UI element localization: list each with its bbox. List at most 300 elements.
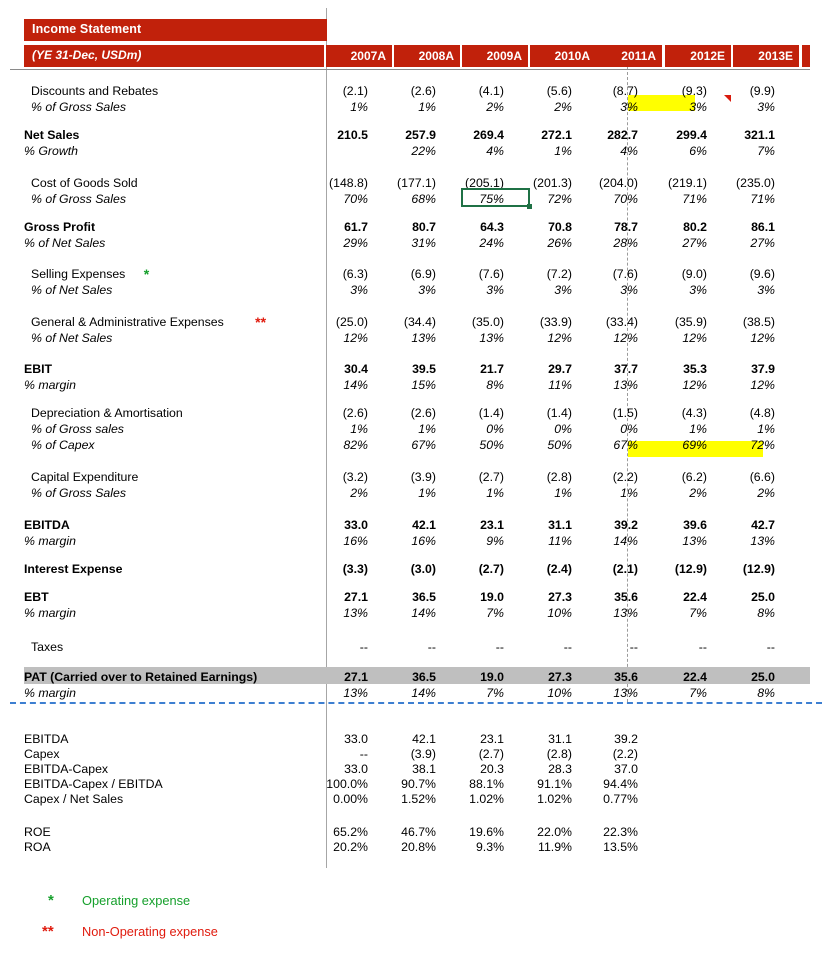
data-cell[interactable]: 7%: [689, 686, 707, 700]
ratio-cell[interactable]: 23.1: [480, 732, 504, 746]
data-cell[interactable]: 7%: [689, 606, 707, 620]
table-row: [0, 533, 833, 549]
data-cell[interactable]: (2.2): [612, 470, 638, 484]
data-cell[interactable]: 1%: [418, 422, 436, 436]
data-cell[interactable]: 80.2: [683, 220, 707, 234]
ratio-cell[interactable]: 20.3: [480, 762, 504, 776]
data-cell[interactable]: 10%: [547, 686, 572, 700]
data-cell[interactable]: (6.3): [342, 267, 368, 281]
ratio-cell[interactable]: 39.2: [614, 732, 638, 746]
data-cell[interactable]: 11%: [548, 378, 572, 392]
data-cell[interactable]: 13%: [613, 606, 638, 620]
data-cell[interactable]: 13%: [613, 686, 638, 700]
data-cell[interactable]: 2%: [757, 486, 775, 500]
table-row: [0, 669, 833, 685]
data-cell[interactable]: (35.9): [674, 315, 707, 329]
table-row: [0, 469, 833, 485]
data-cell[interactable]: 14%: [411, 686, 436, 700]
data-cell[interactable]: 68%: [411, 192, 436, 206]
row-label: % margin: [24, 534, 76, 548]
data-cell[interactable]: 13%: [411, 331, 436, 345]
table-row: [0, 143, 833, 159]
data-cell[interactable]: 1%: [554, 486, 572, 500]
table-row: [0, 282, 833, 298]
data-cell[interactable]: (7.6): [478, 267, 504, 281]
data-cell[interactable]: 1%: [554, 144, 572, 158]
data-cell[interactable]: (177.1): [397, 176, 436, 190]
table-row: [0, 83, 833, 99]
data-cell[interactable]: --: [766, 640, 775, 654]
table-row: [0, 219, 833, 235]
data-cell[interactable]: (12.9): [674, 562, 707, 576]
data-cell[interactable]: 50%: [547, 438, 572, 452]
data-cell[interactable]: (2.4): [546, 562, 572, 576]
data-cell[interactable]: 27.1: [344, 670, 368, 684]
data-cell[interactable]: (25.0): [335, 315, 368, 329]
data-cell[interactable]: (5.6): [546, 84, 572, 98]
data-cell[interactable]: 299.4: [676, 128, 707, 142]
ratio-cell[interactable]: 38.1: [412, 762, 436, 776]
return-cell[interactable]: 13.5%: [603, 840, 638, 854]
data-cell[interactable]: 78.7: [614, 220, 638, 234]
data-cell[interactable]: (2.6): [410, 84, 436, 98]
data-cell[interactable]: 3%: [486, 283, 504, 297]
column-header-2009A[interactable]: 2009A: [462, 45, 528, 67]
data-cell[interactable]: (1.5): [612, 406, 638, 420]
data-cell[interactable]: 33.0: [344, 518, 368, 532]
ratio-label: EBITDA: [24, 732, 69, 746]
data-cell[interactable]: 27.3: [548, 590, 572, 604]
ratio-cell[interactable]: (3.9): [410, 747, 436, 761]
row-label: Discounts and Rebates: [31, 84, 159, 98]
column-header-2008A[interactable]: 2008A: [394, 45, 460, 67]
data-cell[interactable]: 13%: [343, 606, 368, 620]
ratio-cell[interactable]: 0.00%: [333, 792, 368, 806]
data-cell[interactable]: 1%: [757, 422, 775, 436]
ratio-row: [0, 731, 833, 747]
data-cell[interactable]: 67%: [613, 438, 638, 452]
data-cell[interactable]: 3%: [620, 100, 638, 114]
data-cell[interactable]: 35.6: [614, 670, 638, 684]
return-cell[interactable]: 9.3%: [475, 840, 504, 854]
data-cell[interactable]: 0%: [620, 422, 638, 436]
data-cell[interactable]: 27%: [750, 236, 775, 250]
ratio-cell[interactable]: --: [359, 747, 368, 761]
data-cell[interactable]: 19.0: [480, 670, 504, 684]
row-label: PAT (Carried over to Retained Earnings): [24, 670, 258, 684]
ratio-cell[interactable]: (2.7): [478, 747, 504, 761]
data-cell[interactable]: 16%: [411, 534, 436, 548]
data-cell[interactable]: 42.7: [751, 518, 775, 532]
data-cell[interactable]: 12%: [613, 331, 638, 345]
data-cell[interactable]: 1%: [620, 486, 638, 500]
data-cell[interactable]: (7.2): [546, 267, 572, 281]
ratio-label: Capex: [24, 747, 60, 761]
ratio-cell[interactable]: 33.0: [344, 732, 368, 746]
data-cell[interactable]: 72%: [547, 192, 572, 206]
table-row: [0, 377, 833, 393]
row-label: Cost of Goods Sold: [31, 176, 138, 190]
data-cell[interactable]: (34.4): [403, 315, 436, 329]
data-cell[interactable]: --: [495, 640, 504, 654]
ratio-row: [0, 776, 833, 792]
data-cell[interactable]: 22.4: [683, 670, 707, 684]
data-cell[interactable]: 2%: [554, 100, 572, 114]
data-cell[interactable]: (3.9): [410, 470, 436, 484]
legend-star-icon-non-operating: **: [42, 923, 54, 940]
row-label: General & Administrative Expenses: [31, 315, 224, 329]
data-cell[interactable]: --: [427, 640, 436, 654]
data-cell[interactable]: 71%: [682, 192, 707, 206]
row-label: EBT: [24, 590, 49, 604]
data-cell[interactable]: (2.1): [612, 562, 638, 576]
data-cell[interactable]: (2.1): [342, 84, 368, 98]
return-cell[interactable]: 11.9%: [538, 840, 572, 854]
data-cell[interactable]: (12.9): [742, 562, 775, 576]
data-cell[interactable]: 13%: [682, 534, 707, 548]
return-cell[interactable]: 20.8%: [401, 840, 436, 854]
ratio-cell[interactable]: 100.0%: [326, 777, 368, 791]
data-cell[interactable]: 3%: [350, 283, 368, 297]
return-cell[interactable]: 20.2%: [333, 840, 368, 854]
data-cell[interactable]: (6.2): [681, 470, 707, 484]
data-cell[interactable]: --: [698, 640, 707, 654]
row-label: Selling Expenses: [31, 267, 126, 281]
row-label: Capital Expenditure: [31, 470, 139, 484]
data-cell[interactable]: 3%: [554, 283, 572, 297]
data-cell[interactable]: (204.0): [599, 176, 638, 190]
table-row: [0, 605, 833, 621]
header-unit-cell: [24, 45, 324, 67]
data-cell[interactable]: 13%: [343, 686, 368, 700]
ratio-cell[interactable]: (2.2): [612, 747, 638, 761]
data-cell[interactable]: 282.7: [607, 128, 638, 142]
data-cell[interactable]: 12%: [750, 331, 775, 345]
data-cell[interactable]: 27.1: [344, 590, 368, 604]
data-cell[interactable]: 82%: [343, 438, 368, 452]
data-cell[interactable]: 72%: [750, 438, 775, 452]
data-cell[interactable]: 0%: [554, 422, 572, 436]
ratio-cell[interactable]: 88.1%: [469, 777, 504, 791]
data-cell[interactable]: 22.4: [683, 590, 707, 604]
data-cell[interactable]: 9%: [486, 534, 504, 548]
data-cell[interactable]: (33.4): [605, 315, 638, 329]
data-cell[interactable]: 4%: [620, 144, 638, 158]
table-row: [0, 639, 833, 655]
ratio-row: [0, 761, 833, 777]
data-cell[interactable]: 70%: [613, 192, 638, 206]
data-cell[interactable]: (2.7): [478, 470, 504, 484]
data-cell[interactable]: 13%: [479, 331, 504, 345]
legend-star-icon-operating: *: [48, 892, 54, 909]
data-cell[interactable]: (3.3): [342, 562, 368, 576]
data-cell[interactable]: (148.8): [329, 176, 368, 190]
data-cell[interactable]: --: [359, 640, 368, 654]
data-cell[interactable]: (8.7): [612, 84, 638, 98]
data-cell[interactable]: 15%: [411, 378, 436, 392]
row-label: % margin: [24, 686, 76, 700]
data-cell[interactable]: 12%: [750, 378, 775, 392]
data-cell[interactable]: 272.1: [541, 128, 572, 142]
data-cell[interactable]: 31%: [411, 236, 436, 250]
row-label: Taxes: [31, 640, 64, 654]
ratio-cell[interactable]: 1.52%: [401, 792, 436, 806]
column-header-2013E[interactable]: 2013E: [733, 45, 799, 67]
data-cell[interactable]: 321.1: [744, 128, 775, 142]
column-header-2010A[interactable]: 2010A: [530, 45, 596, 67]
row-label: % of Gross sales: [31, 422, 124, 436]
data-cell[interactable]: 27%: [682, 236, 707, 250]
data-cell[interactable]: (2.8): [546, 470, 572, 484]
row-label: EBITDA: [24, 518, 70, 532]
table-row: [0, 561, 833, 577]
data-cell[interactable]: (3.2): [342, 470, 368, 484]
data-cell[interactable]: (201.3): [533, 176, 572, 190]
data-cell[interactable]: 8%: [757, 606, 775, 620]
row-label: Interest Expense: [24, 562, 123, 576]
ratio-cell[interactable]: 94.4%: [603, 777, 638, 791]
table-row: [0, 99, 833, 115]
section-separator-dashed: [10, 702, 822, 704]
data-cell[interactable]: 28%: [613, 236, 638, 250]
data-cell[interactable]: 13%: [750, 534, 775, 548]
row-label: % of Gross Sales: [31, 192, 126, 206]
legend-label-non-operating: Non-Operating expense: [82, 924, 218, 939]
ratio-cell[interactable]: 31.1: [548, 732, 572, 746]
return-cell[interactable]: 65.2%: [333, 825, 368, 839]
data-cell[interactable]: 7%: [757, 144, 775, 158]
data-cell[interactable]: 31.1: [548, 518, 572, 532]
ratio-cell[interactable]: 0.77%: [603, 792, 638, 806]
data-cell[interactable]: 1%: [350, 100, 368, 114]
data-cell[interactable]: 12%: [343, 331, 368, 345]
data-cell[interactable]: 35.6: [614, 590, 638, 604]
data-cell[interactable]: (2.7): [478, 562, 504, 576]
data-cell[interactable]: 6%: [689, 144, 707, 158]
fill-handle[interactable]: [527, 204, 532, 209]
table-row: [0, 266, 833, 282]
data-cell[interactable]: (9.3): [681, 84, 707, 98]
data-cell[interactable]: 39.6: [683, 518, 707, 532]
data-cell[interactable]: (38.5): [742, 315, 775, 329]
data-cell[interactable]: (6.6): [749, 470, 775, 484]
table-row: [0, 175, 833, 191]
data-cell[interactable]: (4.8): [749, 406, 775, 420]
data-cell[interactable]: (4.3): [681, 406, 707, 420]
data-cell[interactable]: 64.3: [480, 220, 504, 234]
data-cell[interactable]: 70%: [343, 192, 368, 206]
data-cell[interactable]: 3%: [757, 283, 775, 297]
data-cell[interactable]: (1.4): [546, 406, 572, 420]
data-cell[interactable]: 39.2: [614, 518, 638, 532]
return-cell[interactable]: 19.6%: [469, 825, 504, 839]
data-cell[interactable]: 8%: [757, 686, 775, 700]
ratio-cell[interactable]: (2.8): [546, 747, 572, 761]
data-cell[interactable]: 2%: [689, 486, 707, 500]
return-cell[interactable]: 46.7%: [401, 825, 436, 839]
column-header-2012E[interactable]: 2012E: [665, 45, 731, 67]
data-cell[interactable]: 3%: [620, 283, 638, 297]
data-cell[interactable]: 2%: [486, 100, 504, 114]
data-cell[interactable]: 37.9: [751, 362, 775, 376]
data-cell[interactable]: 4%: [486, 144, 504, 158]
ratio-cell[interactable]: 33.0: [344, 762, 368, 776]
data-cell[interactable]: 7%: [486, 686, 504, 700]
data-cell[interactable]: 42.1: [412, 518, 436, 532]
table-row: [0, 235, 833, 251]
data-cell[interactable]: 67%: [411, 438, 436, 452]
header-tail-filler: [802, 45, 810, 67]
data-cell[interactable]: 14%: [411, 606, 436, 620]
data-cell[interactable]: --: [629, 640, 638, 654]
data-cell[interactable]: 7%: [486, 606, 504, 620]
data-cell[interactable]: 29.7: [548, 362, 572, 376]
data-cell[interactable]: 13%: [613, 378, 638, 392]
data-cell[interactable]: 25.0: [751, 590, 775, 604]
row-label: % Growth: [24, 144, 78, 158]
data-cell[interactable]: (6.9): [410, 267, 436, 281]
data-cell[interactable]: 26%: [547, 236, 572, 250]
data-cell[interactable]: 1%: [418, 486, 436, 500]
table-header-row: [24, 45, 810, 67]
data-cell[interactable]: (4.1): [478, 84, 504, 98]
data-cell[interactable]: 36.5: [412, 590, 436, 604]
comment-indicator-icon[interactable]: [724, 95, 731, 102]
data-cell[interactable]: (9.9): [749, 84, 775, 98]
ratio-cell[interactable]: 1.02%: [469, 792, 504, 806]
ratio-cell[interactable]: 28.3: [548, 762, 572, 776]
header-unit-label: (YE 31-Dec, USDm): [32, 48, 142, 62]
row-label: Gross Profit: [24, 220, 96, 234]
data-cell[interactable]: 3%: [689, 100, 707, 114]
data-cell[interactable]: 50%: [479, 438, 504, 452]
data-cell[interactable]: 24%: [479, 236, 504, 250]
data-cell[interactable]: 1%: [350, 422, 368, 436]
data-cell[interactable]: 23.1: [480, 518, 504, 532]
ratio-cell[interactable]: 90.7%: [401, 777, 436, 791]
data-cell[interactable]: 25.0: [751, 670, 775, 684]
data-cell[interactable]: (235.0): [736, 176, 775, 190]
data-cell[interactable]: 210.5: [337, 128, 368, 142]
data-cell[interactable]: 8%: [486, 378, 504, 392]
active-cell-selection[interactable]: [461, 188, 530, 207]
data-cell[interactable]: 21.7: [480, 362, 504, 376]
data-cell[interactable]: 3%: [418, 283, 436, 297]
data-cell[interactable]: (1.4): [478, 406, 504, 420]
table-row: [0, 589, 833, 605]
data-cell[interactable]: (205.1): [465, 176, 504, 190]
data-cell[interactable]: 37.7: [614, 362, 638, 376]
ratio-label: Capex / Net Sales: [24, 792, 124, 806]
data-cell[interactable]: (33.9): [539, 315, 572, 329]
column-header-2007A[interactable]: 2007A: [326, 45, 392, 67]
data-cell[interactable]: 2%: [350, 486, 368, 500]
data-cell[interactable]: 70.8: [548, 220, 572, 234]
ratio-label: EBITDA-Capex / EBITDA: [24, 777, 163, 791]
row-label: % of Net Sales: [31, 331, 113, 345]
table-row: [0, 437, 833, 453]
data-cell[interactable]: 16%: [343, 534, 368, 548]
ratio-row: [0, 746, 833, 762]
data-cell[interactable]: 14%: [343, 378, 368, 392]
data-cell[interactable]: 35.3: [683, 362, 707, 376]
data-cell[interactable]: 39.5: [412, 362, 436, 376]
data-cell[interactable]: 12%: [682, 378, 707, 392]
data-cell[interactable]: (3.0): [410, 562, 436, 576]
data-cell[interactable]: 269.4: [473, 128, 504, 142]
data-cell[interactable]: 71%: [750, 192, 775, 206]
data-cell[interactable]: 61.7: [344, 220, 368, 234]
row-label: % of Net Sales: [24, 236, 106, 250]
data-cell[interactable]: 19.0: [480, 590, 504, 604]
row-label: % margin: [24, 606, 76, 620]
data-cell[interactable]: 22%: [411, 144, 436, 158]
data-cell[interactable]: 11%: [548, 534, 572, 548]
data-cell[interactable]: (2.6): [342, 406, 368, 420]
table-row: [0, 685, 833, 701]
data-cell[interactable]: (9.6): [749, 267, 775, 281]
ratio-cell[interactable]: 42.1: [412, 732, 436, 746]
data-cell[interactable]: (219.1): [668, 176, 707, 190]
ratio-cell[interactable]: 1.02%: [537, 792, 572, 806]
data-cell[interactable]: 12%: [682, 331, 707, 345]
data-cell[interactable]: (7.6): [612, 267, 638, 281]
ratio-cell[interactable]: 91.1%: [537, 777, 572, 791]
data-cell[interactable]: --: [563, 640, 572, 654]
data-cell[interactable]: 3%: [757, 100, 775, 114]
data-cell[interactable]: 80.7: [412, 220, 436, 234]
column-header-2011A[interactable]: 2011A: [596, 45, 662, 67]
row-label: Depreciation & Amortisation: [31, 406, 183, 420]
data-cell[interactable]: 0%: [486, 422, 504, 436]
data-cell[interactable]: 257.9: [405, 128, 436, 142]
data-cell[interactable]: 75%: [479, 192, 504, 206]
data-cell[interactable]: 14%: [613, 534, 638, 548]
row-label: % of Capex: [31, 438, 95, 452]
data-cell[interactable]: (35.0): [471, 315, 504, 329]
data-cell[interactable]: 36.5: [412, 670, 436, 684]
data-cell[interactable]: 27.3: [548, 670, 572, 684]
data-cell[interactable]: 12%: [547, 331, 572, 345]
return-cell[interactable]: 22.0%: [537, 825, 572, 839]
data-cell[interactable]: 3%: [689, 283, 707, 297]
table-row: [0, 314, 833, 330]
table-row: [0, 361, 833, 377]
data-cell[interactable]: 69%: [682, 438, 707, 452]
ratio-label: EBITDA-Capex: [24, 762, 109, 776]
row-label: % of Gross Sales: [31, 100, 126, 114]
data-cell[interactable]: 30.4: [344, 362, 368, 376]
data-cell[interactable]: 10%: [547, 606, 572, 620]
data-cell[interactable]: 1%: [486, 486, 504, 500]
table-row: [0, 191, 833, 207]
income-statement-title-bar: [24, 19, 327, 41]
data-cell[interactable]: 29%: [343, 236, 368, 250]
row-label: % of Net Sales: [31, 283, 113, 297]
row-label: % margin: [24, 378, 76, 392]
ratio-cell[interactable]: 37.0: [614, 762, 638, 776]
return-cell[interactable]: 22.3%: [603, 825, 638, 839]
data-cell[interactable]: 86.1: [751, 220, 775, 234]
non-operating-expense-star-icon: **: [255, 314, 267, 330]
ratio-row: [0, 791, 833, 807]
row-label: Net Sales: [24, 128, 80, 142]
data-cell[interactable]: 1%: [689, 422, 707, 436]
data-cell[interactable]: (9.0): [681, 267, 707, 281]
data-cell[interactable]: (2.6): [410, 406, 436, 420]
data-cell[interactable]: 1%: [418, 100, 436, 114]
table-row: [0, 127, 833, 143]
